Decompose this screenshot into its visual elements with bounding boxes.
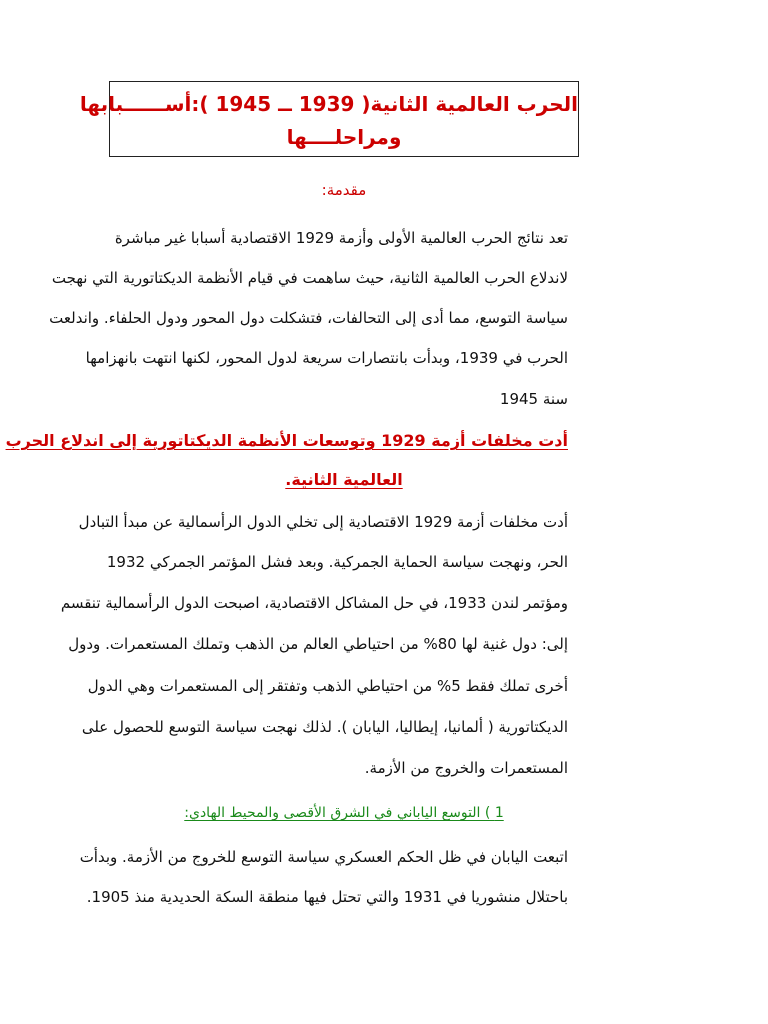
intro-line: تعد نتائج الحرب العالمية الأولى وأزمة 1929 الاقتصادية أسبابا غير مباشرة	[114, 229, 568, 247]
section-line: الحر، ونهجت سياسة الحماية الجمركية. وبعد فشل المؤتمر الجمركي 1932	[106, 553, 568, 571]
section-line: أخرى تملك فقط 5% من احتياطي الذهب وتفتقر إلى المستعمرات وهي الدول	[87, 677, 568, 695]
page-title-line-1: الحرب العالمية الثانية( 1939 ــ 1945 ):أســــــبابها	[79, 92, 578, 116]
section-heading-line-1: أدت مخلفات أزمة 1929 وتوسعات الأنظمة الديكتاتورية إلى اندلاع الحرب	[5, 431, 568, 450]
subsection-heading: 1 ) التوسع الياباني في الشرق الأقصى والمحيط الهادي:	[184, 805, 504, 821]
section-line: المستعمرات والخروج من الأزمة.	[364, 759, 568, 777]
section-line: أدت مخلفات أزمة 1929 الاقتصادية إلى تخلي الدول الرأسمالية عن مبدأ التبادل	[78, 513, 568, 531]
intro-line: لاندلاع الحرب العالمية الثانية، حيث ساهمت في قيام الأنظمة الديكتاتورية التي نهجت	[51, 269, 568, 287]
intro-line: الحرب في 1939، وبدأت بانتصارات سريعة لدول المحور، لكنها انتهت بانهزامها	[85, 349, 568, 367]
page-title-line-2: ومراحلــــها	[286, 125, 402, 149]
subsection-line: اتبعت اليابان في ظل الحكم العسكري سياسة التوسع للخروج من الأزمة. وبدأت	[79, 848, 568, 866]
title-box	[79, 81, 579, 157]
section-line: الديكتاتورية ( ألمانيا، إيطاليا، اليابان ). لذلك نهجت سياسة التوسع للحصول على	[81, 718, 568, 736]
section-line: ومؤتمر لندن 1933، في حل المشاكل الاقتصادية، اصبحت الدول الرأسمالية تنقسم	[60, 594, 568, 612]
subsection-line: باحتلال منشوريا في 1931 والتي تحتل فيها منطقة السكة الحديدية منذ 1905.	[86, 888, 568, 906]
intro-line: سنة 1945	[499, 390, 568, 408]
intro-heading: مقدمة:	[321, 181, 367, 199]
intro-line: سياسة التوسع، مما أدى إلى التحالفات، فتشكلت دول المحور ودول الحلفاء. واندلعت	[49, 309, 568, 327]
section-line: إلى: دول غنية لها 80% من احتياطي العالم من الذهب وتملك المستعمرات. ودول	[68, 635, 568, 653]
section-heading-line-2: العالمية الثانية.	[285, 470, 403, 489]
